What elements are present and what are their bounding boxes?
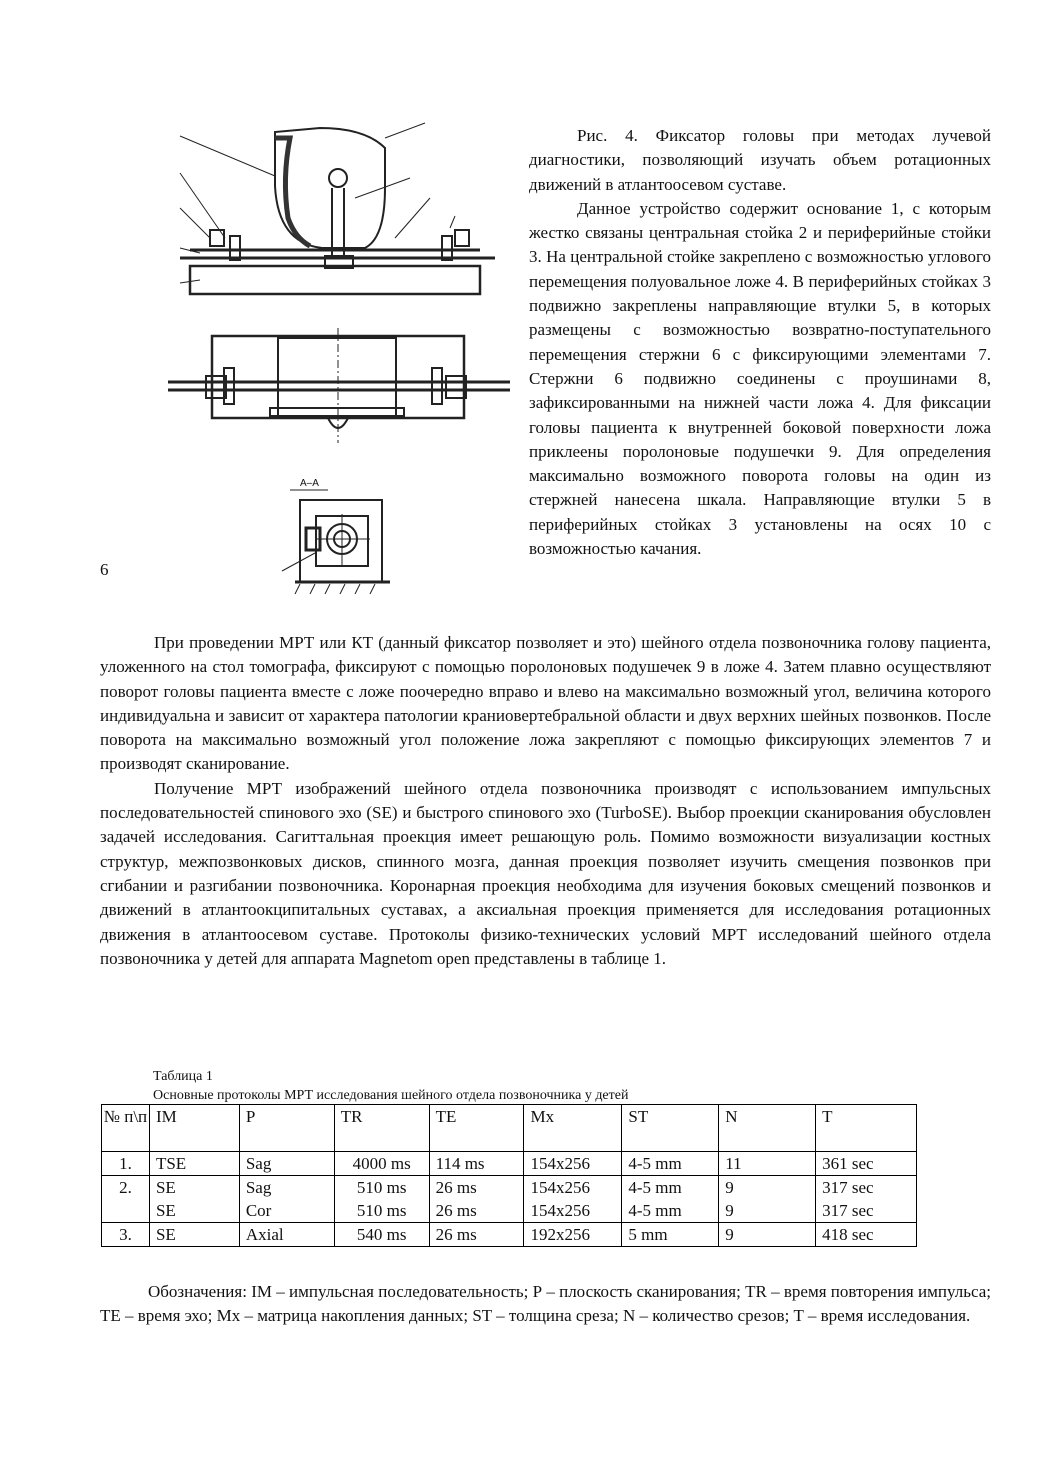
cell-value: 4-5 mm — [628, 1201, 682, 1220]
body-paragraph-2: Получение МРТ изображений шейного отдела позвоночника производят с использованием импульсных последовательностей спинового эхо (SE) и быстрого спинового эхо (TurboSE). Выбор проекции сканирования обусловлен задачей исследования. Сагиттальная проекция имеет решающую роль. Помимо возможности визуализации костных структур, межпозвонковых дисков, спинного мозга, данная проекция позволяет изучить смещения позвонков при сгибании и разгибании позвоночника. Коронарная проекция необходима для изучения боковых смещений позвонков и движений в атлантоокципитальных суставах, а аксиальная проекция применяется для исследования ротационных движения в атлантоосевом суставе. Протоколы физико-технических условий МРТ исследований шейного отдела позвоночника у детей для аппарата Magnetom open представлены в таблице 1. — [100, 778, 991, 968]
table-cell — [524, 1152, 622, 1176]
row-number-cell: 2. — [102, 1176, 150, 1223]
table-cell — [239, 1152, 334, 1176]
cell-value: TSE — [155, 1154, 187, 1173]
cell-value: 4-5 mm — [628, 1154, 682, 1173]
table-header-cell: Mx — [524, 1105, 622, 1152]
table-caption — [153, 1067, 628, 1105]
table-cell — [149, 1152, 239, 1176]
side-view-drawing — [180, 123, 495, 294]
table-row — [102, 1223, 917, 1247]
table-header-cell: ST — [622, 1105, 719, 1152]
cell-value: 361 sec — [822, 1154, 874, 1173]
section-view-drawing — [282, 490, 390, 594]
table-cell — [334, 1176, 429, 1223]
table-cell — [524, 1223, 622, 1247]
table-cell — [622, 1176, 719, 1223]
table-cell — [622, 1223, 719, 1247]
top-view-drawing — [168, 328, 510, 443]
cell-value: 510 ms — [356, 1201, 407, 1220]
table-cell — [524, 1176, 622, 1223]
table-cell — [719, 1223, 816, 1247]
cell-value: 26 ms — [435, 1178, 477, 1197]
cell-value: Sag — [245, 1154, 272, 1173]
row-number-cell: 3. — [102, 1223, 150, 1247]
abbreviations-text: Обозначения: IM – импульсная последовательность; Р – плоскость сканирования; TR – время повторения импульса; ТЕ – время эхо; Mx – матрица накопления данных; ST – толщина среза; N – количество срезов; T – время исследования. — [100, 1282, 991, 1326]
mri-protocols-table — [101, 1104, 917, 1247]
cell-value: SE — [155, 1225, 176, 1244]
cell-value: 9 — [725, 1225, 734, 1244]
table-label: Таблица 1 — [153, 1069, 213, 1084]
table-cell — [429, 1152, 524, 1176]
table-cell — [719, 1176, 816, 1223]
section-label: А–А — [300, 478, 319, 489]
cell-value: 317 sec — [822, 1201, 874, 1220]
table-title: Основные протоколы МРТ исследования шейного отдела позвоночника у детей — [153, 1088, 629, 1103]
cell-value: 154x256 — [530, 1201, 590, 1220]
body-text — [100, 631, 991, 971]
table-cell — [239, 1223, 334, 1247]
table-cell — [622, 1152, 719, 1176]
abbreviations-note — [100, 1280, 991, 1329]
table-cell — [149, 1223, 239, 1247]
cell-value: 154x256 — [530, 1178, 590, 1197]
cell-value: 11 — [725, 1154, 742, 1173]
cell-value: 4-5 mm — [628, 1178, 682, 1197]
cell-value: 540 ms — [356, 1225, 407, 1244]
cell-value: 317 sec — [822, 1178, 874, 1197]
table-header-cell: N — [719, 1105, 816, 1152]
cell-value: 4000 ms — [352, 1154, 411, 1173]
cell-value: Sag — [245, 1178, 272, 1197]
page-number: 6 — [100, 560, 109, 579]
table-row — [102, 1176, 917, 1223]
cell-value: 26 ms — [435, 1225, 477, 1244]
table-cell — [816, 1152, 917, 1176]
cell-value: 114 ms — [435, 1154, 485, 1173]
cell-value: Cor — [245, 1201, 272, 1220]
cell-value: 9 — [725, 1201, 734, 1220]
cell-value: 26 ms — [435, 1201, 477, 1220]
caption-description: Данное устройство содержит основание 1, с которым жестко связаны центральная стойка 2 и периферийные стойки 3. На центральной стойке закреплено с возможностью углового перемещения полуовальное ложе 4. В периферийных стойках 3 подвижно закреплены направляющие втулки 5, в которых размещены с возможностью возвратно-поступательного перемещения стержни 6 с фиксирующими элементами 7. Стержни 6 подвижно соединены с проушинами 8, зафиксированными на нижней части ложа 4. Для фиксации головы пациента к внутренней боковой поверхности ложа приклеены поролоновые подушечки 9. Для определения максимально возможного поворота головы на один из стержней нанесена шкала. Направляющие втулки 5 в периферийных стойках 3 установлены на осях 10 с возможностью качания. — [529, 198, 991, 559]
table-cell — [239, 1176, 334, 1223]
cell-value: 154x256 — [530, 1154, 590, 1173]
table-header-cell: T — [816, 1105, 917, 1152]
table-row — [102, 1152, 917, 1176]
cell-value: 9 — [725, 1178, 734, 1197]
table-header-cell: P — [239, 1105, 334, 1152]
cell-value: SE — [155, 1178, 176, 1197]
table-cell — [334, 1152, 429, 1176]
table-cell — [429, 1223, 524, 1247]
row-number-cell: 1. — [102, 1152, 150, 1176]
table-cell — [429, 1176, 524, 1223]
table-header-cell: TR — [334, 1105, 429, 1152]
cell-value: Axial — [245, 1225, 284, 1244]
table-cell — [816, 1176, 917, 1223]
cell-value: 418 sec — [822, 1225, 874, 1244]
figure-caption — [529, 124, 991, 561]
cell-value: SE — [155, 1201, 176, 1220]
table-cell — [149, 1176, 239, 1223]
caption-title: Рис. 4. Фиксатор головы при методах лучевой диагностики, позволяющий изучать объем ротационных движений в атлантоосевом суставе. — [529, 126, 991, 194]
table-cell — [719, 1152, 816, 1176]
table-cell — [334, 1223, 429, 1247]
body-paragraph-1: При проведении МРТ или КТ (данный фиксатор позволяет и это) шейного отдела позвоночника голову пациента, уложенного на стол томографа, фиксируют с помощью поролоновых подушечек 9 в ложе 4. Затем плавно осуществляют поворот головы пациента вместе с ложе поочередно вправо и влево на максимально возможный угол, величина которого индивидуальна и зависит от характера патологии краниовертебральной области и двух верхних шейных позвонков. После поворота на максимально возможный угол положение ложа закрепляют с помощью фиксирующих элементов 7 и производят сканирование. — [100, 633, 991, 774]
cell-value: 510 ms — [356, 1178, 407, 1197]
table-cell — [816, 1223, 917, 1247]
table-header-cell: IM — [149, 1105, 239, 1152]
cell-value: 192x256 — [530, 1225, 590, 1244]
table-header-cell: № п\п — [102, 1105, 150, 1152]
cell-value: 5 mm — [628, 1225, 668, 1244]
table-header-row — [102, 1105, 917, 1152]
head-fixator-figure — [150, 98, 515, 618]
table-header-cell: TE — [429, 1105, 524, 1152]
